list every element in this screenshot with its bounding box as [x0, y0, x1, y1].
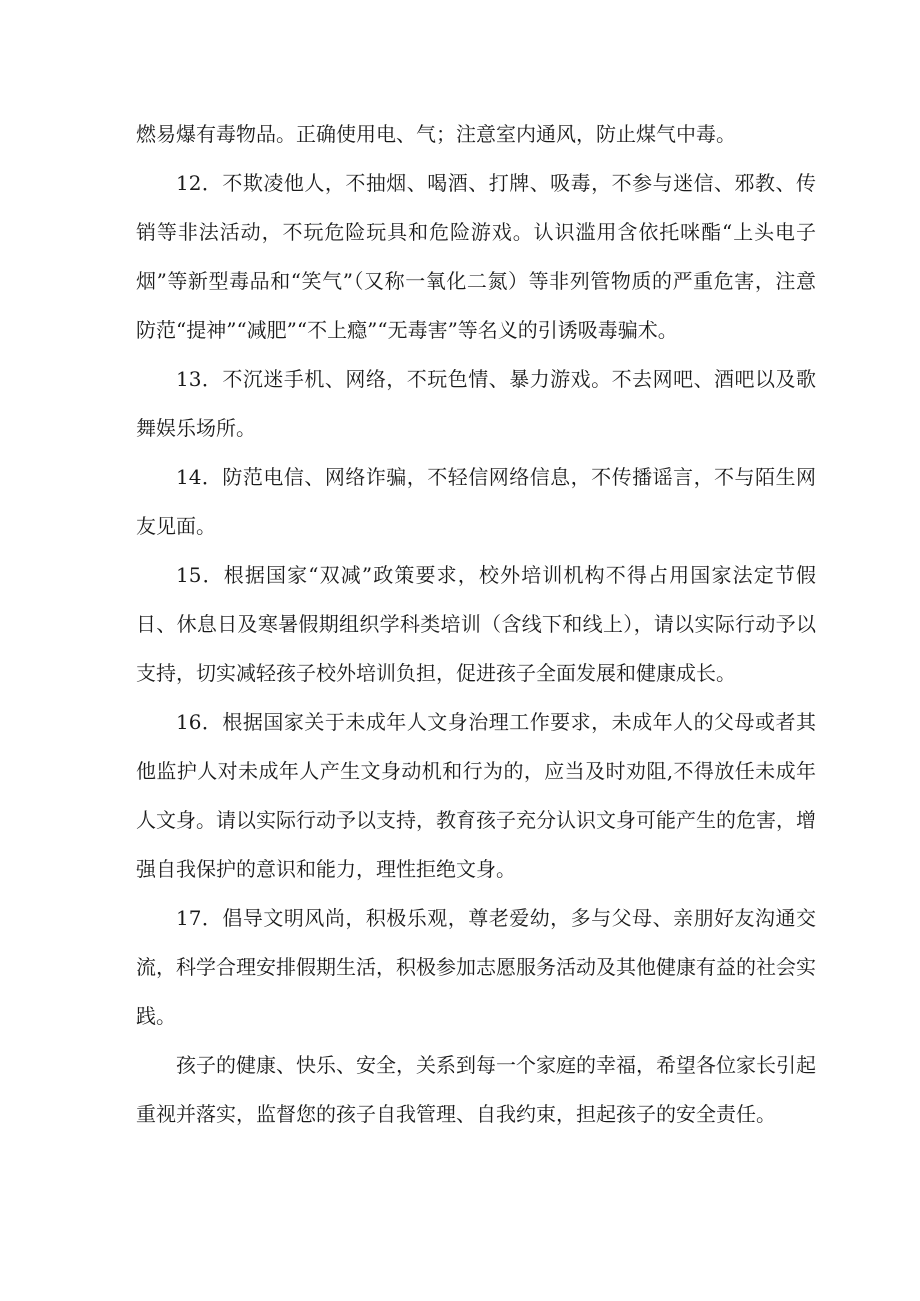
paragraph-item-15: 15．根据国家“双减”政策要求，校外培训机构不得占用国家法定节假日、休息日及寒暑假期组织学科类培训（含线下和线上），请以实际行动予以支持，切实减轻孩子校外培训负担，促进孩子全面发展和健康成长。	[136, 563, 816, 685]
paragraph-item-12: 12．不欺凌他人，不抽烟、喝酒、打牌、吸毒，不参与迷信、邪教、传销等非法活动，不玩危险玩具和危险游戏。认识滥用含依托咪酯“上头电子烟”等新型毒品和“笑气”（又称一氧化二氮）等非列管物质的严重危害，注意防范“提神”“减肥”“不上瘾”“无毒害”等名义的引诱吸毒骗术。	[136, 171, 816, 342]
paragraph-item-16: 16．根据国家关于未成年人文身治理工作要求，未成年人的父母或者其他监护人对未成年人产生文身动机和行为的，应当及时劝阻,不得放任未成年人文身。请以实际行动予以支持，教育孩子充分认识文身可能产生的危害，增强自我保护的意识和能力，理性拒绝文身。	[136, 710, 816, 881]
paragraph-item-17: 17．倡导文明风尚，积极乐观，尊老爱幼，多与父母、亲朋好友沟通交流，科学合理安排假期生活，积极参加志愿服务活动及其他健康有益的社会实践。	[136, 906, 816, 1028]
paragraph-continuation: 燃易爆有毒物品。正确使用电、气；注意室内通风，防止煤气中毒。	[136, 122, 736, 146]
paragraph-closing: 孩子的健康、快乐、安全，关系到每一个家庭的幸福，希望各位家长引起重视并落实，监督您的孩子自我管理、自我约束，担起孩子的安全责任。	[136, 1053, 816, 1126]
paragraph-item-13: 13．不沉迷手机、网络，不玩色情、暴力游戏。不去网吧、酒吧以及歌舞娱乐场所。	[136, 367, 816, 440]
document-body	[136, 110, 816, 1139]
paragraph-item-14: 14．防范电信、网络诈骗，不轻信网络信息，不传播谣言，不与陌生网友见面。	[136, 465, 816, 538]
